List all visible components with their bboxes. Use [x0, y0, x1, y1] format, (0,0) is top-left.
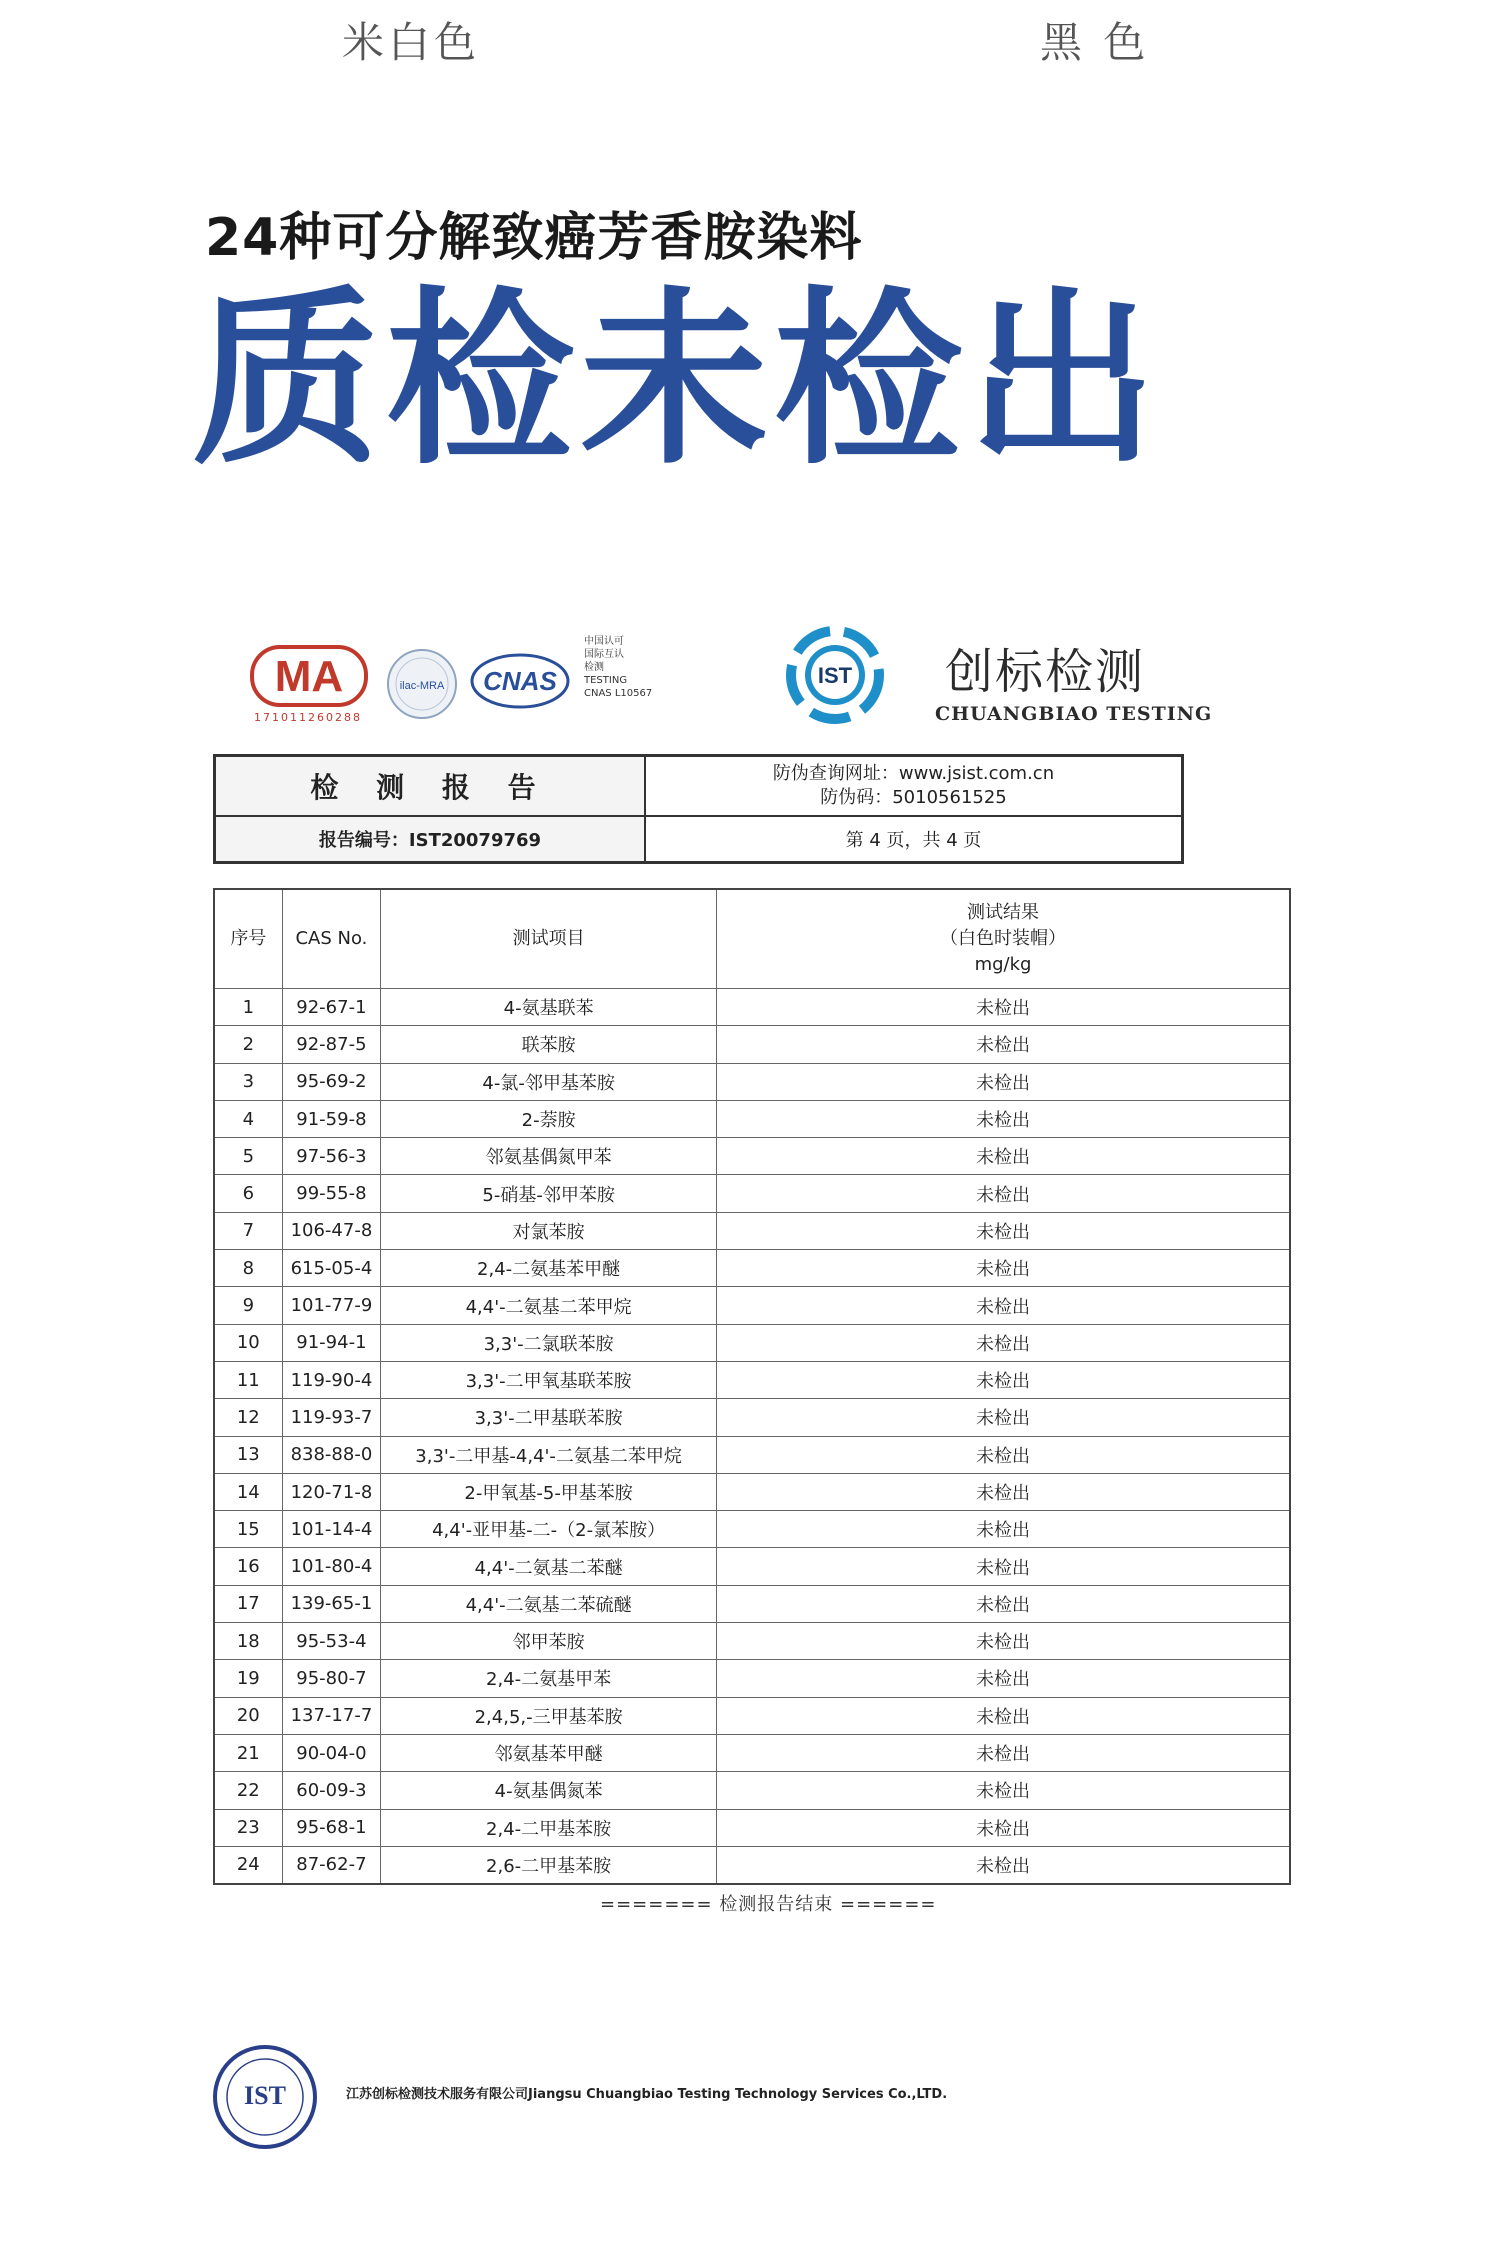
table-row: [214, 1063, 1290, 1100]
table-row: [214, 1846, 1290, 1884]
cell-result: 未检出: [717, 1511, 1290, 1548]
table-row: [214, 1623, 1290, 1660]
cell-item: 对氯苯胺: [381, 1212, 717, 1249]
cell-result: 未检出: [717, 1324, 1290, 1361]
cell-index: 10: [214, 1324, 282, 1361]
header-result-line: （白色时装帽）: [940, 928, 1067, 949]
cell-item: 4,4'-亚甲基-二-（2-氯苯胺）: [381, 1511, 717, 1548]
cell-cas: 838-88-0: [282, 1436, 381, 1473]
cell-index: 1: [214, 989, 282, 1026]
cell-index: 18: [214, 1623, 282, 1660]
report-title: 检 测 报 告: [215, 756, 645, 816]
cell-item: 4-氨基联苯: [381, 989, 717, 1026]
cell-index: 22: [214, 1772, 282, 1809]
cma-logo-icon: [250, 645, 368, 707]
company-name-cn: 创标检测: [945, 644, 1146, 700]
cell-item: 2,4-二氨基甲苯: [381, 1660, 717, 1697]
cell-result: 未检出: [717, 1623, 1290, 1660]
cell-index: 16: [214, 1548, 282, 1585]
cell-index: 8: [214, 1250, 282, 1287]
results-table: [213, 888, 1291, 1885]
table-row: [214, 1436, 1290, 1473]
cnas-caption-line: CNAS L10567: [584, 688, 653, 699]
cell-cas: 87-62-7: [282, 1846, 381, 1884]
cell-result: 未检出: [717, 1436, 1290, 1473]
table-row: [214, 1511, 1290, 1548]
table-row: [214, 1100, 1290, 1137]
cell-result: 未检出: [717, 1809, 1290, 1846]
table-row: [214, 1399, 1290, 1436]
cell-cas: 95-68-1: [282, 1809, 381, 1846]
color-label-right: 黑 色: [1040, 18, 1150, 67]
cell-result: 未检出: [717, 1473, 1290, 1510]
footer-company: 江苏创标检测技术服务有限公司Jiangsu Chuangbiao Testing Technology Services Co.,LTD.: [346, 2087, 948, 2102]
cnas-caption-line: 检测: [584, 662, 604, 673]
cell-index: 9: [214, 1287, 282, 1324]
cell-index: 20: [214, 1697, 282, 1734]
cell-index: 6: [214, 1175, 282, 1212]
cma-text: MA: [274, 652, 344, 701]
header-result: [717, 889, 1290, 989]
cell-index: 19: [214, 1660, 282, 1697]
cell-item: 2-甲氧基-5-甲基苯胺: [381, 1473, 717, 1510]
company-name-en: CHUANGBIAO TESTING: [935, 703, 1213, 725]
header-cas: CAS No.: [282, 889, 381, 989]
cell-item: 4,4'-二氨基二苯醚: [381, 1548, 717, 1585]
cell-result: 未检出: [717, 1138, 1290, 1175]
cell-index: 13: [214, 1436, 282, 1473]
cell-item: 2,4-二氨基苯甲醚: [381, 1250, 717, 1287]
cnas-caption-line: 中国认可: [584, 636, 624, 647]
cell-cas: 101-80-4: [282, 1548, 381, 1585]
table-row: [214, 1250, 1290, 1287]
cell-item: 4,4'-二氨基二苯硫醚: [381, 1585, 717, 1622]
cell-cas: 101-14-4: [282, 1511, 381, 1548]
cell-cas: 106-47-8: [282, 1212, 381, 1249]
anti-fake-code: 防伪码：5010561525: [820, 787, 1007, 808]
cell-result: 未检出: [717, 1063, 1290, 1100]
cell-item: 3,3'-二甲基联苯胺: [381, 1399, 717, 1436]
report-end-line: ======= 检测报告结束 ======: [600, 1894, 937, 1915]
cell-index: 24: [214, 1846, 282, 1884]
cell-cas: 95-69-2: [282, 1063, 381, 1100]
cnas-logo-icon: [470, 651, 570, 711]
cell-result: 未检出: [717, 1585, 1290, 1622]
cell-cas: 95-53-4: [282, 1623, 381, 1660]
cell-result: 未检出: [717, 1100, 1290, 1137]
table-row: [214, 1026, 1290, 1063]
cell-result: 未检出: [717, 1548, 1290, 1585]
table-row: [214, 1697, 1290, 1734]
cell-item: 3,3'-二甲基-4,4'-二氨基二苯甲烷: [381, 1436, 717, 1473]
cell-cas: 120-71-8: [282, 1473, 381, 1510]
cell-result: 未检出: [717, 1399, 1290, 1436]
table-row: [214, 989, 1290, 1026]
anti-fake-info: [645, 756, 1182, 816]
cell-item: 4-氯-邻甲基苯胺: [381, 1063, 717, 1100]
cnas-caption-line: TESTING: [584, 675, 628, 686]
table-body: [214, 989, 1290, 1885]
cell-result: 未检出: [717, 1361, 1290, 1398]
cell-cas: 101-77-9: [282, 1287, 381, 1324]
cma-number: 171011260288: [254, 711, 362, 724]
header-result-line: mg/kg: [974, 954, 1032, 975]
cnas-caption-line: 国际互认: [584, 649, 624, 660]
table-row: [214, 1473, 1290, 1510]
cell-cas: 139-65-1: [282, 1585, 381, 1622]
cell-result: 未检出: [717, 1250, 1290, 1287]
table-row: [214, 1772, 1290, 1809]
cell-result: 未检出: [717, 1175, 1290, 1212]
ilac-mra-logo-icon: [385, 647, 459, 721]
cell-cas: 90-04-0: [282, 1734, 381, 1771]
cell-cas: 97-56-3: [282, 1138, 381, 1175]
cell-cas: 91-94-1: [282, 1324, 381, 1361]
cell-index: 3: [214, 1063, 282, 1100]
cell-index: 17: [214, 1585, 282, 1622]
cell-cas: 119-90-4: [282, 1361, 381, 1398]
table-row: [214, 1138, 1290, 1175]
big-title: 质检未检出: [192, 271, 1162, 490]
cell-result: 未检出: [717, 1846, 1290, 1884]
cell-index: 12: [214, 1399, 282, 1436]
cell-cas: 615-05-4: [282, 1250, 381, 1287]
footer-info: [346, 2083, 1296, 2106]
cell-result: 未检出: [717, 1734, 1290, 1771]
cell-index: 14: [214, 1473, 282, 1510]
report-number: 报告编号：IST20079769: [215, 816, 645, 862]
cell-item: 邻氨基苯甲醚: [381, 1734, 717, 1771]
cell-cas: 119-93-7: [282, 1399, 381, 1436]
cell-cas: 92-67-1: [282, 989, 381, 1026]
cell-result: 未检出: [717, 1212, 1290, 1249]
cell-item: 3,3'-二甲氧基联苯胺: [381, 1361, 717, 1398]
table-row: [214, 1324, 1290, 1361]
table-row: [214, 1548, 1290, 1585]
header-item: 测试项目: [381, 889, 717, 989]
cell-index: 7: [214, 1212, 282, 1249]
certification-logos: [250, 625, 1250, 745]
header-result-line: 测试结果: [967, 902, 1040, 923]
table-row: [214, 1809, 1290, 1846]
cell-cas: 92-87-5: [282, 1026, 381, 1063]
cell-item: 4,4'-二氨基二苯甲烷: [381, 1287, 717, 1324]
cell-result: 未检出: [717, 989, 1290, 1026]
seal-text: IST: [244, 2081, 286, 2110]
cell-item: 联苯胺: [381, 1026, 717, 1063]
cell-result: 未检出: [717, 1287, 1290, 1324]
cell-item: 2,4,5,-三甲基苯胺: [381, 1697, 717, 1734]
table-row: [214, 1175, 1290, 1212]
table-header-row: [214, 889, 1290, 989]
cell-result: 未检出: [717, 1660, 1290, 1697]
report-header: [213, 754, 1184, 864]
cell-index: 23: [214, 1809, 282, 1846]
cell-result: 未检出: [717, 1697, 1290, 1734]
table-row: [214, 1660, 1290, 1697]
cell-index: 2: [214, 1026, 282, 1063]
cell-cas: 137-17-7: [282, 1697, 381, 1734]
cell-item: 2,4-二甲基苯胺: [381, 1809, 717, 1846]
table-row: [214, 1212, 1290, 1249]
cell-cas: 91-59-8: [282, 1100, 381, 1137]
cell-index: 15: [214, 1511, 282, 1548]
cell-result: 未检出: [717, 1772, 1290, 1809]
cell-item: 2,6-二甲基苯胺: [381, 1846, 717, 1884]
ist-seal-icon: [210, 2042, 320, 2152]
page-indicator: 第 4 页，共 4 页: [645, 816, 1182, 862]
ist-logo-icon: [785, 625, 885, 725]
cell-item: 邻甲苯胺: [381, 1623, 717, 1660]
cell-cas: 95-80-7: [282, 1660, 381, 1697]
table-row: [214, 1361, 1290, 1398]
header-index: 序号: [214, 889, 282, 989]
ist-text: IST: [817, 663, 853, 688]
cell-item: 邻氨基偶氮甲苯: [381, 1138, 717, 1175]
headline: 24种可分解致癌芳香胺染料: [205, 208, 863, 268]
table-row: [214, 1585, 1290, 1622]
cell-index: 21: [214, 1734, 282, 1771]
color-label-left: 米白色: [342, 18, 481, 67]
cell-result: 未检出: [717, 1026, 1290, 1063]
cnas-text: CNAS: [483, 666, 557, 696]
ilac-text: ilac-MRA: [399, 680, 445, 692]
cell-index: 5: [214, 1138, 282, 1175]
table-row: [214, 1734, 1290, 1771]
cell-index: 11: [214, 1361, 282, 1398]
cell-item: 2-萘胺: [381, 1100, 717, 1137]
query-url: 防伪查询网址：www.jsist.com.cn: [772, 763, 1055, 784]
cell-item: 5-硝基-邻甲苯胺: [381, 1175, 717, 1212]
table-row: [214, 1287, 1290, 1324]
cell-cas: 60-09-3: [282, 1772, 381, 1809]
cell-index: 4: [214, 1100, 282, 1137]
cell-item: 3,3'-二氯联苯胺: [381, 1324, 717, 1361]
cell-item: 4-氨基偶氮苯: [381, 1772, 717, 1809]
cell-cas: 99-55-8: [282, 1175, 381, 1212]
cnas-caption: [584, 635, 664, 700]
